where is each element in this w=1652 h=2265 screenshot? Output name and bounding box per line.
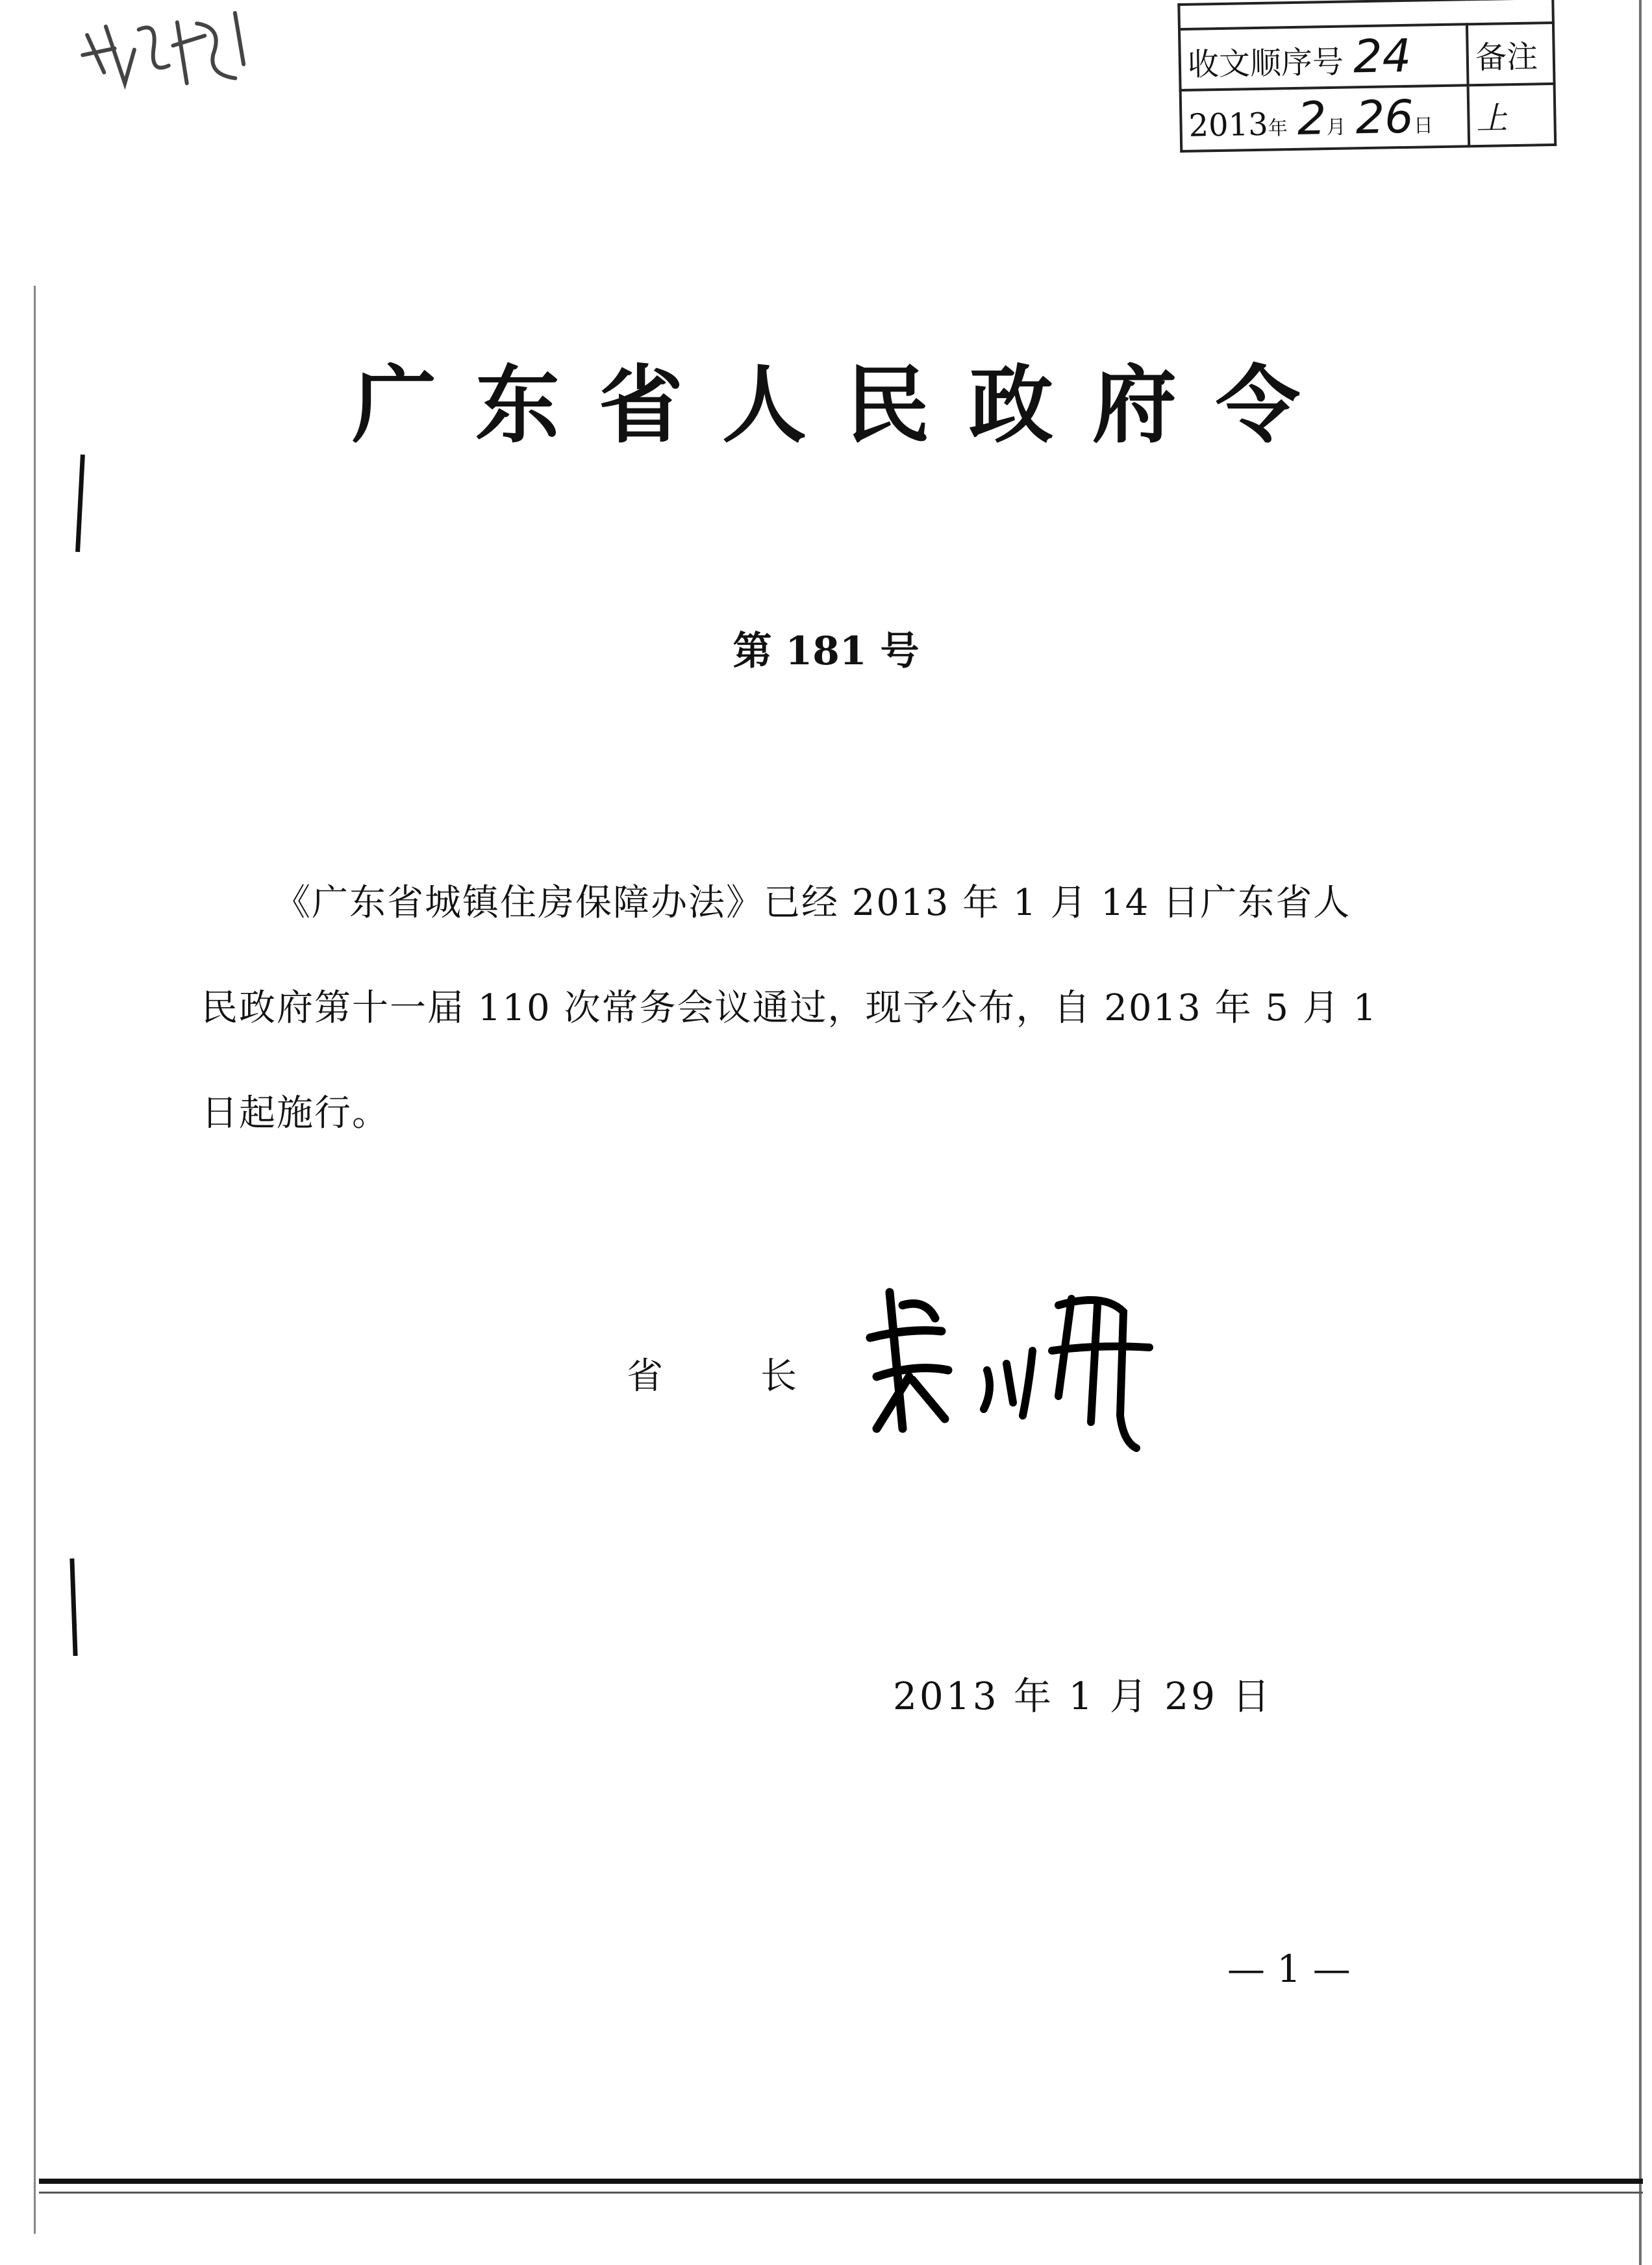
stamp-sequence-cell (1179, 24, 1468, 90)
stamp-year-unit: 年 (1268, 117, 1288, 140)
stamp-year-value: 2013 (1188, 106, 1269, 144)
body-line-3: 日起施行。 (201, 1092, 390, 1134)
governor-label-char-2: 长 (760, 1355, 797, 1397)
body-line-1: 《广东省城镇住房保障办法》已经 2013 年 1 月 14 日广东省人 (274, 882, 1351, 924)
handwritten-note (72, 0, 279, 137)
signing-date: 2013 年 1 月 29 日 (893, 1674, 1273, 1718)
stamp-date-cell (1181, 85, 1470, 151)
order-number: 第 181 号 (732, 629, 920, 674)
stamp-sequence-label: 收文顺序号 (1187, 44, 1344, 83)
stamp-remark-label: 备注 (1467, 23, 1554, 85)
body-line (201, 851, 1390, 956)
scan-edge-bottom-thin (39, 2192, 1643, 2194)
document-title: 广东省人民政府令 (351, 355, 1339, 455)
binder-mark (75, 455, 85, 552)
page-number: — 1 — (1227, 1947, 1351, 1991)
governor-signature (864, 1266, 1162, 1461)
stamp-day-unit: 日 (1413, 114, 1434, 138)
signature-strokes (864, 1266, 1162, 1461)
body-paragraph (201, 851, 1390, 1166)
stamp-month-value: 2 (1297, 92, 1327, 145)
handwritten-note-scribble (72, 0, 277, 120)
stamp-month-unit: 月 (1326, 116, 1346, 140)
scan-edge-bottom (39, 2179, 1643, 2184)
binder-mark (69, 1558, 77, 1656)
received-stamp (1177, 0, 1556, 145)
stamp-sequence-value: 24 (1353, 29, 1412, 84)
governor-label (627, 1347, 894, 1399)
scan-edge-left (34, 286, 36, 2234)
stamp-remark-value: 上 (1468, 84, 1555, 146)
body-line-2: 民政府第十一届 110 次常务会议通过，现予公布，自 2013 年 5 月 1 (201, 987, 1378, 1029)
stamp-day-value: 26 (1355, 90, 1414, 145)
governor-label-char-1: 省 (627, 1355, 663, 1397)
